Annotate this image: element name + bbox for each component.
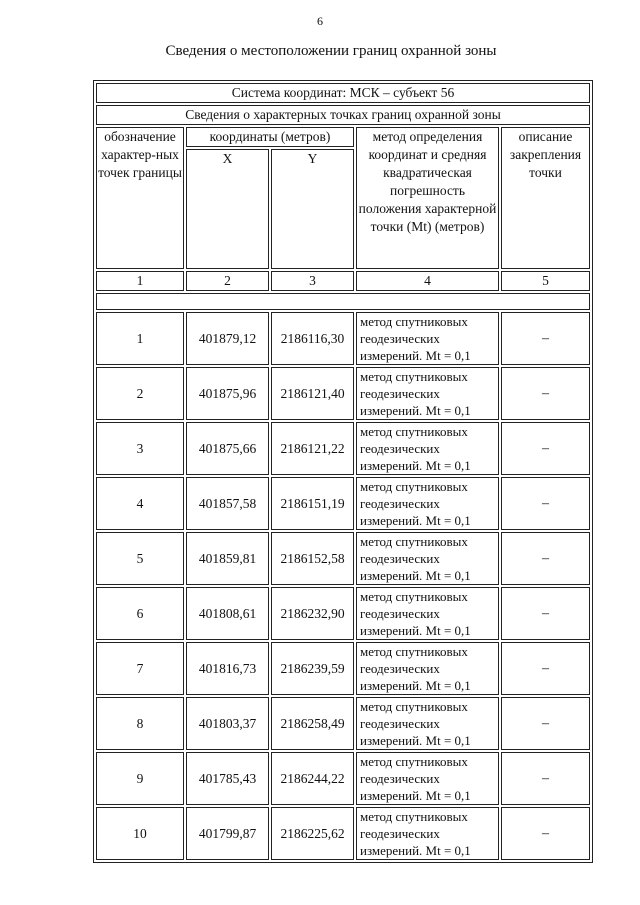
table-row	[96, 477, 590, 530]
method-cell: метод спутниковых геодезических измерений. Mt = 0,1	[356, 532, 499, 585]
point-number-cell: 5	[96, 532, 184, 585]
table-row	[96, 312, 590, 365]
point-number-cell: 1	[96, 312, 184, 365]
table-row	[96, 422, 590, 475]
point-number-cell: 8	[96, 697, 184, 750]
method-cell: метод спутниковых геодезических измерений. Mt = 0,1	[356, 422, 499, 475]
column-number: 3	[271, 271, 354, 291]
column-number: 5	[501, 271, 590, 291]
y-coordinate-cell: 2186232,90	[271, 587, 354, 640]
point-number-cell: 3	[96, 422, 184, 475]
column-number: 4	[356, 271, 499, 291]
x-coordinate-cell: 401816,73	[186, 642, 269, 695]
table-row	[96, 697, 590, 750]
column-number: 2	[186, 271, 269, 291]
fixing-cell: –	[501, 532, 590, 585]
x-coordinate-cell: 401879,12	[186, 312, 269, 365]
y-coordinate-cell: 2186151,19	[271, 477, 354, 530]
method-cell: метод спутниковых геодезических измерений. Mt = 0,1	[356, 587, 499, 640]
y-coordinate-cell: 2186152,58	[271, 532, 354, 585]
x-coordinate-cell: 401785,43	[186, 752, 269, 805]
table-row	[96, 807, 590, 860]
method-cell: метод спутниковых геодезических измерений. Mt = 0,1	[356, 642, 499, 695]
fixing-cell: –	[501, 807, 590, 860]
method-cell: метод спутниковых геодезических измерений. Mt = 0,1	[356, 697, 499, 750]
table-row	[96, 587, 590, 640]
method-cell: метод спутниковых геодезических измерений. Mt = 0,1	[356, 807, 499, 860]
header-method: метод определения координат и средняя квадратическая погрешность положения характерной точки (Mt) (метров)	[356, 127, 499, 269]
x-coordinate-cell: 401803,37	[186, 697, 269, 750]
point-number-cell: 2	[96, 367, 184, 420]
fixing-cell: –	[501, 312, 590, 365]
y-coordinate-cell: 2186239,59	[271, 642, 354, 695]
table-row	[96, 752, 590, 805]
header-fixing: описание закрепления точки	[501, 127, 590, 269]
method-cell: метод спутниковых геодезических измерений. Mt = 0,1	[356, 752, 499, 805]
fixing-cell: –	[501, 697, 590, 750]
x-coordinate-cell: 401875,96	[186, 367, 269, 420]
boundary-points-table	[93, 80, 593, 863]
page-number: 6	[317, 14, 323, 28]
method-cell: метод спутниковых геодезических измерений. Mt = 0,1	[356, 312, 499, 365]
table-row	[96, 532, 590, 585]
header-y: Y	[271, 149, 354, 269]
point-number-cell: 7	[96, 642, 184, 695]
fixing-cell: –	[501, 367, 590, 420]
fixing-cell: –	[501, 422, 590, 475]
y-coordinate-cell: 2186258,49	[271, 697, 354, 750]
table-row	[96, 367, 590, 420]
fixing-cell: –	[501, 587, 590, 640]
method-cell: метод спутниковых геодезических измерений. Mt = 0,1	[356, 367, 499, 420]
empty-row	[96, 293, 590, 310]
x-coordinate-cell: 401857,58	[186, 477, 269, 530]
y-coordinate-cell: 2186121,40	[271, 367, 354, 420]
fixing-cell: –	[501, 752, 590, 805]
header-x: X	[186, 149, 269, 269]
point-number-cell: 10	[96, 807, 184, 860]
point-number-cell: 6	[96, 587, 184, 640]
document-title: Сведения о местоположении границ охранной зоны	[165, 43, 497, 59]
column-number: 1	[96, 271, 184, 291]
y-coordinate-cell: 2186225,62	[271, 807, 354, 860]
y-coordinate-cell: 2186121,22	[271, 422, 354, 475]
table-row	[96, 642, 590, 695]
method-cell: метод спутниковых геодезических измерений. Mt = 0,1	[356, 477, 499, 530]
header-point-designation: обозначение характер-ных точек границы	[96, 127, 184, 269]
header-coordinates: координаты (метров)	[186, 127, 354, 147]
x-coordinate-cell: 401799,87	[186, 807, 269, 860]
y-coordinate-cell: 2186116,30	[271, 312, 354, 365]
fixing-cell: –	[501, 477, 590, 530]
coord-system-cell: Система координат: МСК – субъект 56	[96, 83, 590, 103]
section-title-cell: Сведения о характерных точках границ охранной зоны	[96, 105, 590, 125]
x-coordinate-cell: 401859,81	[186, 532, 269, 585]
fixing-cell: –	[501, 642, 590, 695]
point-number-cell: 9	[96, 752, 184, 805]
x-coordinate-cell: 401875,66	[186, 422, 269, 475]
point-number-cell: 4	[96, 477, 184, 530]
x-coordinate-cell: 401808,61	[186, 587, 269, 640]
y-coordinate-cell: 2186244,22	[271, 752, 354, 805]
